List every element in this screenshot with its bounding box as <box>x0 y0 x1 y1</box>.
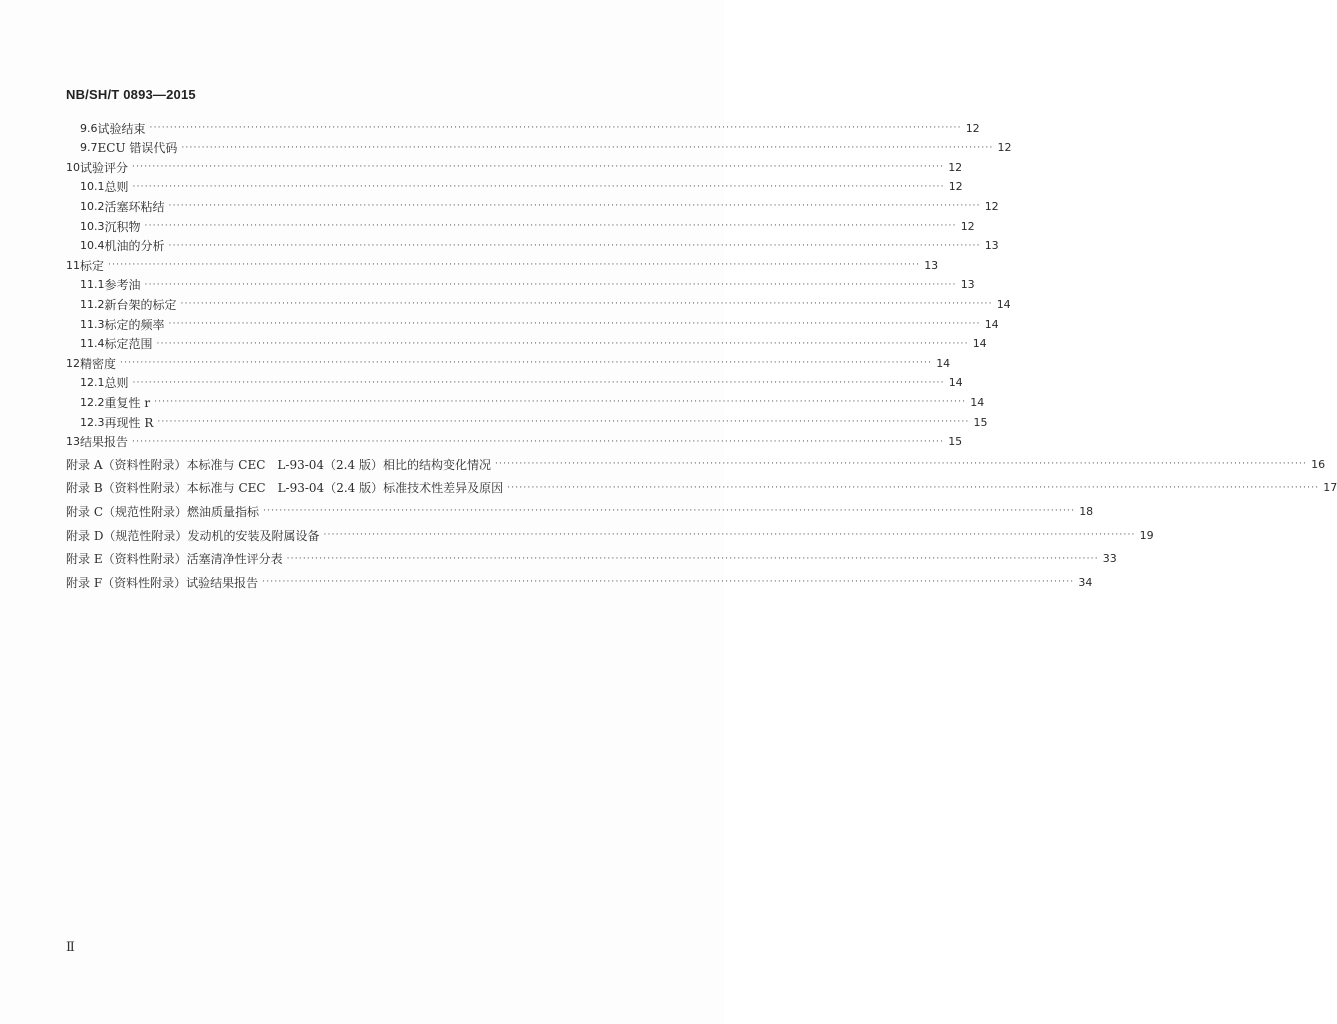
toc-entry[interactable] <box>80 393 985 411</box>
appendix-label: 附录 E（资料性附录） <box>66 552 187 567</box>
toc-entry-title: 活塞环粘结 <box>104 199 165 214</box>
toc-entry-number: 11.1 <box>80 278 105 292</box>
toc-entry-title: 试验评分 <box>80 160 129 175</box>
toc-entry[interactable] <box>80 139 1012 157</box>
document-code-header: NB/SH/T 0893—2015 <box>66 87 196 102</box>
appendix-page: 34 <box>1078 575 1093 589</box>
dot-leader: ········································································································································································································ <box>168 201 981 212</box>
toc-entry-number: 12.2 <box>80 395 105 409</box>
appendix-title: 本标准与 CEC L-93-04（2.4 版）标准技术性差异及原因 <box>186 481 504 496</box>
toc-appendix-entry[interactable] <box>66 479 1337 497</box>
toc-entry-title: 再现性 R <box>104 415 154 430</box>
appendix-page: 33 <box>1102 552 1117 566</box>
toc-entry-page: 14 <box>936 356 951 370</box>
toc-entry[interactable] <box>80 276 975 294</box>
toc-entry-number: 11.3 <box>80 317 105 331</box>
toc-entry-title: 标定 <box>80 258 105 273</box>
toc-entry-number: 10.4 <box>80 239 105 253</box>
toc-entry-title: 标定范围 <box>104 337 153 352</box>
toc-appendix-entry[interactable] <box>66 455 1326 473</box>
dot-leader: ········································································································································································································ <box>132 377 945 388</box>
appendix-page: 16 <box>1311 457 1326 471</box>
toc-entry-page: 15 <box>948 435 963 449</box>
toc-entry[interactable] <box>80 335 987 353</box>
dot-leader: ········································································································································································································ <box>181 142 994 153</box>
dot-leader: ········································································································································································································ <box>157 417 970 427</box>
toc-entry-title: 机油的分析 <box>104 239 165 254</box>
toc-entry-title: 沉积物 <box>104 219 141 234</box>
appendix-title: 发动机的安装及附属设备 <box>187 528 320 543</box>
toc-entry[interactable] <box>66 158 963 176</box>
toc-appendix-entry[interactable] <box>66 550 1117 568</box>
toc-entry-number: 12.1 <box>80 376 105 390</box>
toc-appendix-entry[interactable] <box>66 526 1154 544</box>
toc-entry-title: 结果报告 <box>80 435 129 450</box>
appendix-label: 附录 C（规范性附录） <box>66 504 187 519</box>
toc-entry-title: ECU 错误代码 <box>97 141 178 156</box>
toc-entry-title: 试验结束 <box>97 121 146 136</box>
appendix-label: 附录 D（规范性附录） <box>66 528 188 543</box>
dot-leader: ········································································································································································································ <box>180 299 993 310</box>
dot-leader: ········································································································································································································ <box>149 123 962 133</box>
toc-entry[interactable] <box>80 178 963 196</box>
toc-entry-page: 14 <box>972 337 987 351</box>
dot-leader: ········································································································································································································ <box>168 240 981 251</box>
toc-entry-number: 10.3 <box>80 219 105 233</box>
appendix-page: 18 <box>1079 504 1094 518</box>
toc-entry-number: 11.4 <box>80 337 105 351</box>
toc-entry[interactable] <box>80 315 999 333</box>
toc-entry-page: 12 <box>997 141 1012 155</box>
toc-appendix-entry[interactable] <box>66 502 1094 520</box>
dot-leader: ········································································································································································································ <box>132 436 945 447</box>
dot-leader: ········································································································································································································ <box>323 530 1136 540</box>
appendix-label: 附录 F（资料性附录） <box>66 575 187 590</box>
toc-entry-number: 11.2 <box>80 297 105 311</box>
toc-entry-number: 9.6 <box>80 121 98 135</box>
toc-entry[interactable] <box>80 197 999 215</box>
toc-entry-number: 10.1 <box>80 180 105 194</box>
toc-entry-title: 总则 <box>104 376 129 391</box>
toc-entry-page: 13 <box>984 239 999 253</box>
toc-appendix-entry[interactable] <box>66 573 1093 591</box>
toc-entry-number: 9.7 <box>80 141 98 155</box>
toc-entry[interactable] <box>66 354 951 372</box>
page-number-footer: Ⅱ <box>66 940 75 955</box>
toc-entry-title: 标定的频率 <box>104 317 165 332</box>
toc-entry[interactable] <box>66 256 939 274</box>
appendix-label: 附录 A（资料性附录） <box>66 457 187 472</box>
toc-entry-number: 12 <box>66 356 80 370</box>
appendix-page: 19 <box>1139 528 1154 542</box>
toc-entry-number: 10 <box>66 160 80 174</box>
appendix-title: 燃油质量指标 <box>187 504 260 519</box>
toc-entry-page: 14 <box>948 376 963 390</box>
toc-entry-page: 12 <box>948 160 963 174</box>
dot-leader: ········································································································································································································ <box>108 260 921 271</box>
dot-leader: ········································································································································································································ <box>132 162 945 173</box>
appendix-page: 17 <box>1323 481 1337 495</box>
appendix-title: 试验结果报告 <box>186 575 259 590</box>
dot-leader: ········································································································································································································ <box>168 319 981 329</box>
toc-entry-title: 重复性 r <box>104 395 151 410</box>
toc-entry[interactable] <box>66 433 963 451</box>
toc-entry-title: 总则 <box>104 180 129 195</box>
appendix-title: 活塞清净性评分表 <box>186 552 283 567</box>
toc-entry-page: 13 <box>924 258 939 272</box>
toc-entry-page: 12 <box>965 121 980 135</box>
dot-leader: ········································································································································································································ <box>507 482 1320 493</box>
toc-entry-page: 15 <box>973 415 988 429</box>
dot-leader: ········································································································································································································ <box>286 553 1099 564</box>
toc-entry-page: 12 <box>948 180 963 194</box>
toc-entry-number: 12.3 <box>80 415 105 429</box>
dot-leader: ········································································································································································································ <box>144 279 957 290</box>
dot-leader: ········································································································································································································ <box>494 459 1308 470</box>
toc-entry-title: 新台架的标定 <box>104 297 177 312</box>
toc-entry[interactable] <box>80 413 988 431</box>
dot-leader: ········································································································································································································ <box>156 338 969 349</box>
toc-entry-page: 14 <box>970 395 985 409</box>
appendix-title: 本标准与 CEC L-93-04（2.4 版）相比的结构变化情况 <box>186 457 491 472</box>
toc-entry-number: 13 <box>66 435 80 449</box>
toc-entry-page: 13 <box>960 278 975 292</box>
toc-entry-title: 参考油 <box>104 278 141 293</box>
toc-entry[interactable] <box>80 217 975 235</box>
toc-entry-page: 12 <box>984 199 999 213</box>
toc-entry-page: 12 <box>960 219 975 233</box>
dot-leader: ········································································································································································································ <box>154 397 967 408</box>
toc-entry-page: 14 <box>984 317 999 331</box>
toc-entry[interactable] <box>80 237 999 255</box>
toc-entry-title: 精密度 <box>80 356 117 371</box>
toc-entry-number: 11 <box>66 258 80 272</box>
dot-leader: ········································································································································································································ <box>144 221 957 231</box>
appendix-label: 附录 B（资料性附录） <box>66 481 187 496</box>
dot-leader: ········································································································································································································ <box>262 577 1075 588</box>
toc-entry-page: 14 <box>996 297 1011 311</box>
toc-entry-number: 10.2 <box>80 199 105 213</box>
toc-entry[interactable] <box>80 374 963 392</box>
toc-entry[interactable] <box>80 119 980 137</box>
dot-leader: ········································································································································································································ <box>120 358 933 369</box>
dot-leader: ········································································································································································································ <box>263 506 1076 517</box>
dot-leader: ········································································································································································································ <box>132 181 945 192</box>
toc-entry[interactable] <box>80 295 1011 313</box>
